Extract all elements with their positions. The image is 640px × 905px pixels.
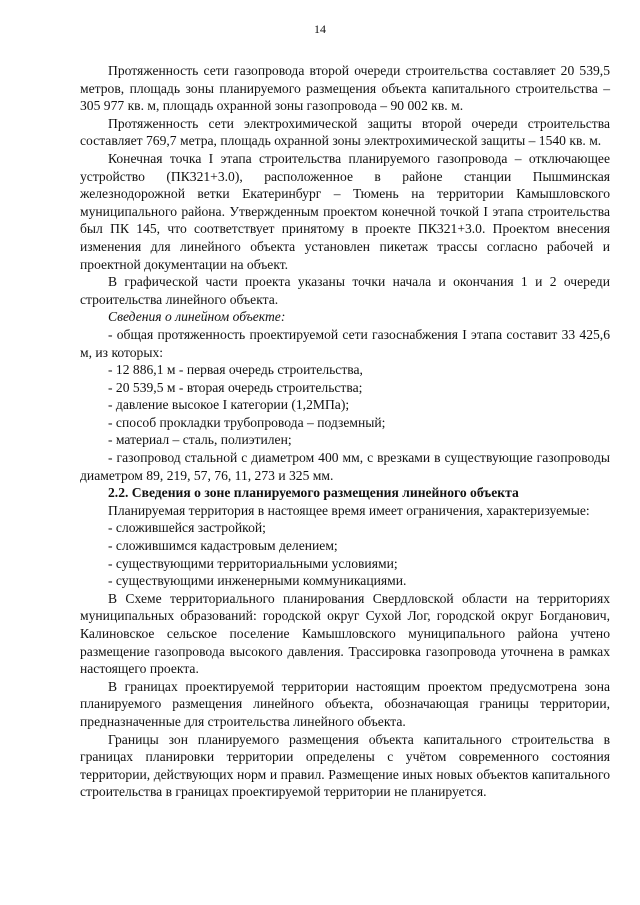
linear-object-heading: Сведения о линейном объекте: <box>108 309 286 325</box>
paragraph-end-point: Конечная точка I этапа строительства планируемого газопровода – отключающее устройство (ПК321+3.0), расположенное в районе станции Пышминская железнодорожной ветки Екатеринбург – Тюмень на территории Камышловского муниципального района. Утвержденным проектом конечной точкой I этапа строительства был ПК 145, что соответствует принятому в проекте ПК321+3.0. Проектом внесения изменения для линейного объекта установлен пикетаж трассы согласно рабочей и проектной документации на объект. <box>80 150 610 272</box>
paragraph-second-stage-length: Протяженность сети газопровода второй очереди строительства составляет 20 539,5 метров, площадь зоны планируемого размещения объекта капитального строительства – 305 977 кв. м, площадь охранной зоны газопровода – 90 002 кв. м. <box>80 63 610 114</box>
document-body <box>80 62 610 801</box>
list-item: - материал – сталь, полиэтилен; <box>108 432 292 448</box>
paragraph-territorial-scheme: В Схеме территориального планирования Свердловской области на территориях муниципальных образований: городской округ Сухой Лог, городской округ Богданович, Калиновское сельское поселение Камышловского муниципального района учтено размещение газопровода высокого давления. Трассировка газопровода уточнена в рамках настоящего проекта. <box>80 590 610 677</box>
paragraph-ecp-length: Протяженность сети электрохимической защиты второй очереди строительства составляет 769,7 метра, площадь охранной зоны электрохимической защиты – 1540 кв. м. <box>80 115 610 149</box>
linear-object-total-length: - общая протяженность проектируемой сети газоснабжения I этапа составит 33 425,6 м, из которых: <box>80 326 610 360</box>
list-item: - существующими территориальными условиями; <box>108 555 398 571</box>
linear-object-pipes: - газопровод стальной с диаметром 400 мм, с врезками в существующие газопроводы диаметром 89, 219, 57, 76, 11, 273 и 325 мм. <box>80 450 610 483</box>
list-item: - способ прокладки трубопровода – подземный; <box>108 414 386 430</box>
list-item: - 12 886,1 м - первая очередь строительства, <box>108 362 363 378</box>
list-item: - существующими инженерными коммуникациями. <box>108 573 407 589</box>
list-item: - давление высокое I категории (1,2МПа); <box>108 397 350 413</box>
list-item: - сложившейся застройкой; <box>108 520 266 536</box>
section-title: 2.2. Сведения о зоне планируемого размещения линейного объекта <box>108 485 519 501</box>
list-item: - сложившимся кадастровым делением; <box>108 538 338 554</box>
paragraph-graphic-part: В графической части проекта указаны точки начала и окончания 1 и 2 очереди строительства линейного объекта. <box>80 274 610 307</box>
paragraph-placement-zone: В границах проектируемой территории настоящим проектом предусмотрена зона планируемого размещения линейного объекта, обозначающая границы территории, предназначенные для строительства линейного объекта. <box>80 678 610 729</box>
paragraph-zone-boundaries: Границы зон планируемого размещения объекта капитального строительства в границах планировки территории определены с учётом современного состояния территории, действующих норм и правил. Размещение иных новых объектов капитального строительства в границах проектируемой территории не планируется. <box>80 731 610 800</box>
page-number: 14 <box>314 22 326 36</box>
list-item: - 20 539,5 м - вторая очередь строительства; <box>108 379 363 395</box>
section-intro: Планируемая территория в настоящее время имеет ограничения, характеризуемые: <box>108 502 590 518</box>
